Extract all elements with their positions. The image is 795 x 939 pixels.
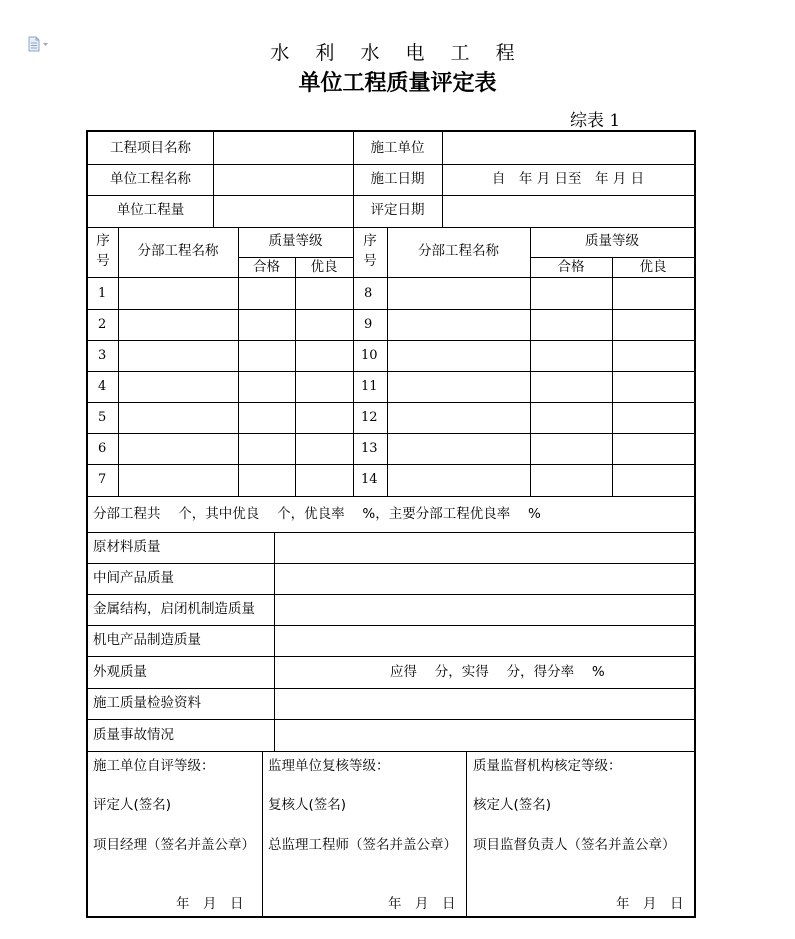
row-number: 1 (98, 286, 107, 301)
signature-date[interactable]: 年 月 日 (616, 896, 684, 912)
sub-project-name-header: 分部工程名称 (137, 243, 219, 259)
good-header: 优良 (310, 259, 338, 275)
assessment-form (86, 130, 696, 918)
supervision-agency-grade-label: 质量监督机构核定等级： (473, 758, 622, 774)
verifier-signature-label[interactable]: 核定人(签名) (473, 797, 552, 813)
quality-item-label: 原材料质量 (93, 539, 161, 555)
row-number: 13 (361, 441, 378, 456)
signature-date[interactable]: 年 月 日 (388, 896, 456, 912)
row-number: 4 (98, 379, 107, 394)
unit-name-label: 单位工程名称 (110, 171, 191, 187)
quality-grade-header: 质量等级 (268, 233, 323, 249)
row-number: 14 (361, 472, 378, 487)
quality-grade-header: 质量等级 (585, 233, 639, 249)
pass-header: 合格 (557, 259, 585, 275)
construction-date-label: 施工日期 (370, 171, 425, 187)
signature-date[interactable]: 年 月 日 (176, 896, 244, 912)
good-header: 优良 (639, 259, 667, 275)
row-number: 9 (364, 317, 373, 332)
reviewer-signature-label[interactable]: 复核人(签名) (268, 797, 347, 813)
pass-header: 合格 (253, 259, 280, 275)
quality-item-label: 外观质量 (93, 664, 147, 680)
seq-header-1: 序 (96, 233, 110, 249)
appearance-score-text[interactable]: 应得 分，实得 分，得分率 % (390, 664, 605, 680)
quality-item-label: 机电产品制造质量 (93, 632, 201, 648)
chief-supervisor-signature-label[interactable]: 总监理工程师（签名并盖公章） (268, 837, 457, 853)
construction-date-field[interactable]: 自 年 月 日至 年 月 日 (491, 171, 645, 187)
contractor-label: 施工单位 (370, 140, 425, 156)
row-number: 11 (361, 379, 378, 394)
quality-item-label: 金属结构，启闭机制造质量 (93, 601, 255, 617)
seq-header-1: 序 (363, 233, 377, 249)
project-manager-signature-label[interactable]: 项目经理（签名并盖公章） (93, 837, 255, 853)
supervisor-grade-label: 监理单位复核等级： (268, 758, 390, 774)
row-number: 7 (98, 472, 107, 487)
project-name-label: 工程项目名称 (110, 140, 191, 156)
row-number: 12 (361, 410, 378, 425)
quality-item-label: 施工质量检验资料 (93, 695, 201, 711)
supervision-lead-signature-label[interactable]: 项目监督负责人（签名并盖公章） (473, 837, 676, 853)
row-number: 6 (98, 441, 107, 456)
row-number: 2 (98, 317, 107, 332)
assessor-signature-label[interactable]: 评定人(签名) (93, 797, 172, 813)
contractor-grade-label: 施工单位自评等级： (93, 758, 215, 774)
document-title: 单位工程质量评定表 (298, 71, 497, 96)
seq-header-2: 号 (96, 253, 110, 269)
quality-item-label: 中间产品质量 (93, 570, 174, 586)
sub-project-name-header: 分部工程名称 (418, 243, 499, 259)
form-number: 综表 1 (570, 111, 621, 131)
row-number: 10 (361, 348, 378, 363)
document-subtitle: 水 利 水 电 工 程 (270, 42, 525, 64)
row-number: 8 (364, 286, 373, 301)
quality-item-label: 质量事故情况 (93, 727, 174, 743)
seq-header-2: 号 (363, 253, 377, 269)
summary-text: 分部工程共 个，其中优良 个，优良率 %，主要分部工程优良率 % (93, 506, 541, 522)
row-number: 5 (98, 410, 107, 425)
assessment-date-label: 评定日期 (370, 202, 425, 218)
unit-quantity-label: 单位工程量 (116, 202, 185, 218)
row-number: 3 (98, 348, 107, 363)
